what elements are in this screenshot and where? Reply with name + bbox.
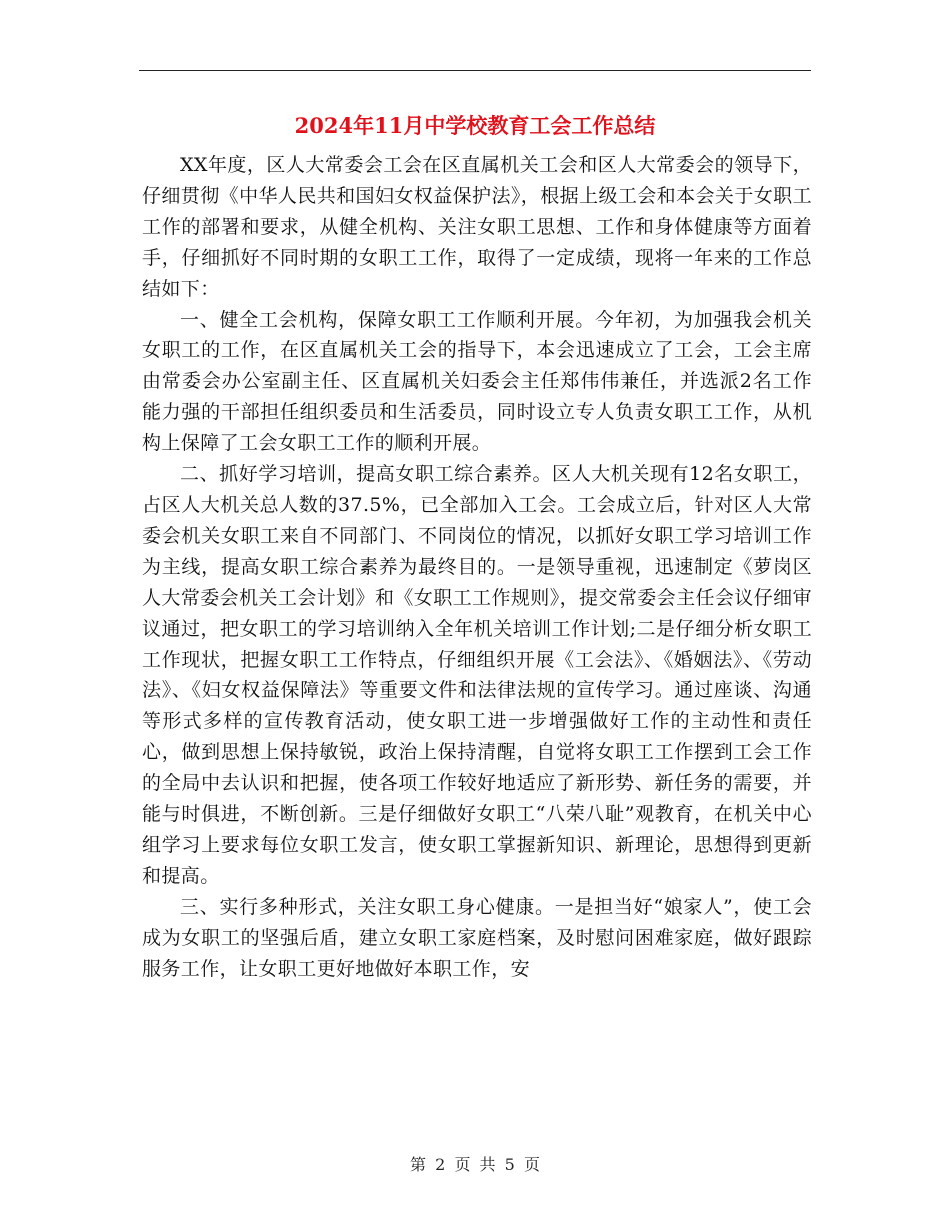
footer-current-page: 2 xyxy=(435,1155,446,1174)
paragraph-section-2: 二、抓好学习培训，提高女职工综合素养。区人大机关现有12名女职工，占区人大机关总人数的37.5%，已全部加入工会。工会成立后，针对区人大常委会机关女职工来自不同部门、不同岗位的情况，以抓好女职工学习培训工作为主线，提高女职工综合素养为最终目的。一是领导重视，迅速制定《萝岗区人大常委会机关工会计划》和《女职工工作规则》，提交常委会主任会议仔细审议通过，把女职工的学习培训纳入全年机关培训工作计划;二是仔细分析女职工工作现状，把握女职工工作特点，仔细组织开展《工会法》、《婚姻法》、《劳动法》、《妇女权益保障法》等重要文件和法律法规的宣传学习。通过座谈、沟通等形式多样的宣传教育活动，使女职工进一步增强做好工作的主动性和责任心，做到思想上保持敏锐，政治上保持清醒，自觉将女职工工作摆到工会工作的全局中去认识和把握，使各项工作较好地适应了新形势、新任务的需要，并能与时俱进，不断创新。三是仔细做好女职工“八荣八耻”观教育，在机关中心组学习上要求每位女职工发言，使女职工掌握新知识、新理论，思想得到更新和提高。 xyxy=(142,463,812,887)
paragraph-section-1: 一、健全工会机构，保障女职工工作顺利开展。今年初，为加强我会机关女职工的工作，在区直属机关工会的指导下，本会迅速成立了工会，工会主席由常委会办公室副主任、区直属机关妇委会主任郑伟伟兼任，并选派2名工作能力强的干部担任组织委员和生活委员，同时设立专人负责女职工工作，从机构上保障了工会女职工工作的顺利开展。 xyxy=(142,308,812,455)
header-rule xyxy=(139,70,811,71)
footer-total-pages: 5 xyxy=(504,1155,515,1174)
footer-label-unit-end: 页 xyxy=(523,1155,540,1174)
footer-label-total: 共 xyxy=(479,1155,496,1174)
document-body xyxy=(142,150,812,984)
footer-label-page: 第 xyxy=(410,1155,427,1174)
paragraph-section-3: 三、实行多种形式，关注女职工身心健康。一是担当好“娘家人”，使工会成为女职工的坚强后盾，建立女职工家庭档案，及时慰问困难家庭，做好跟踪服务工作，让女职工更好地做好本职工作，安 xyxy=(142,895,812,980)
page-footer xyxy=(0,1153,950,1177)
document-title: 2024年11月中学校教育工会工作总结 xyxy=(294,113,656,138)
footer-label-unit: 页 xyxy=(454,1155,471,1174)
paragraph-intro: XX年度，区人大常委会工会在区直属机关工会和区人大常委会的领导下，仔细贯彻《中华人民共和国妇女权益保护法》，根据上级工会和本会关于女职工工作的部署和要求，从健全机构、关注女职工思想、工作和身体健康等方面着手，仔细抓好不同时期的女职工工作，取得了一定成绩，现将一年来的工作总结如下： xyxy=(142,154,812,300)
